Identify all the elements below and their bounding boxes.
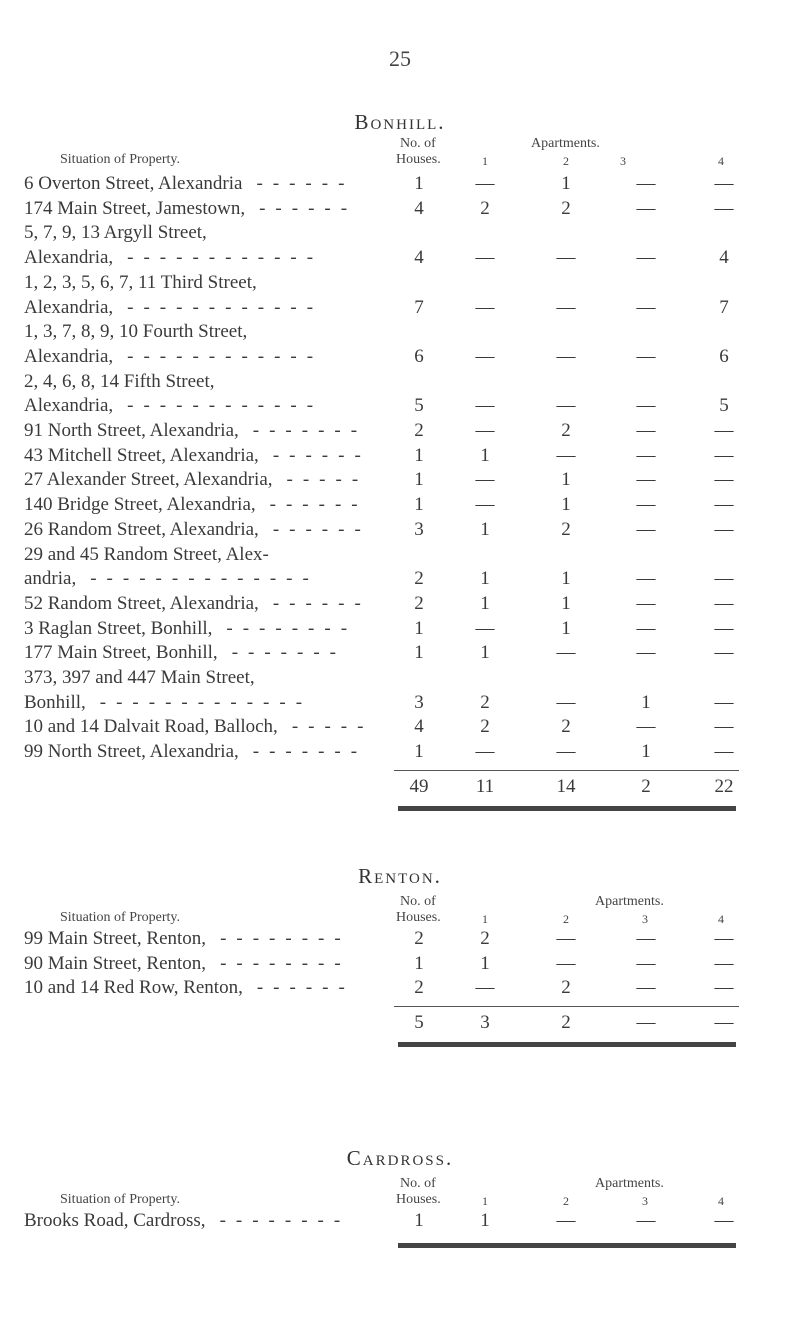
- apartment-1-cell: 2: [480, 716, 490, 738]
- table-row: [0, 568, 800, 592]
- apartment-1-cell: 2: [480, 928, 490, 949]
- leader-dots: -----: [286, 469, 369, 491]
- houses-cell: 2: [414, 568, 424, 590]
- apartment-2-cell: 1: [561, 592, 571, 614]
- houses-cell: 3: [414, 518, 424, 540]
- leader-dots: -------: [252, 420, 368, 441]
- apartment-1-cell: —: [475, 469, 495, 491]
- apartment-2-cell: —: [556, 741, 576, 763]
- header-apartment-2: 2: [563, 1194, 569, 1208]
- apartment-4-cell: —: [714, 444, 734, 466]
- section-title: Renton.: [358, 864, 442, 888]
- apartment-2-cell: 1: [561, 494, 571, 516]
- apartment-1-cell: 1: [480, 592, 490, 614]
- location-text: 6 Overton Street, Alexandria: [24, 173, 243, 194]
- houses-cell: 5: [414, 395, 424, 417]
- apartment-4-cell: —: [714, 568, 734, 590]
- location-text: 5, 7, 9, 13 Argyll Street,: [24, 222, 207, 244]
- apartment-1-cell: 1: [480, 642, 490, 664]
- apartment-4-cell: —: [714, 592, 734, 614]
- table-row: [0, 445, 800, 469]
- table-row: [0, 469, 800, 493]
- leader-dots: ------: [272, 518, 371, 540]
- apartment-1-cell: —: [475, 247, 495, 269]
- header-apartment-2: 2: [563, 912, 569, 926]
- table-row: [0, 928, 800, 952]
- apartment-4-cell: 5: [719, 395, 729, 417]
- table-row: [0, 494, 800, 518]
- total-apartment-4-cell: 22: [714, 775, 734, 797]
- table-row-continuation: [0, 321, 800, 345]
- table-row: [0, 692, 800, 716]
- apartment-4-cell: 4: [719, 247, 729, 269]
- location-text: 373, 397 and 447 Main Street,: [24, 667, 255, 688]
- apartment-1-cell: —: [475, 617, 495, 639]
- table-row: [0, 297, 800, 321]
- table-row: [0, 593, 800, 617]
- apartment-1-cell: —: [475, 494, 495, 516]
- apartment-1-cell: 1: [480, 568, 490, 590]
- table-row-continuation: [0, 544, 800, 568]
- header-houses-line1: No. of: [400, 136, 436, 151]
- total-apartment-3-cell: 2: [641, 775, 651, 797]
- apartment-3-cell: —: [636, 469, 656, 491]
- apartment-4-cell: —: [714, 197, 734, 219]
- apartment-1-cell: —: [475, 173, 495, 194]
- leader-dots: -----: [291, 716, 374, 738]
- leader-dots: --------------: [90, 568, 319, 590]
- location-text: Brooks Road, Cardross,: [24, 1210, 206, 1231]
- location-text: 10 and 14 Dalvait Road, Balloch,: [24, 716, 278, 738]
- table-row: [0, 977, 800, 1001]
- apartment-2-cell: —: [556, 928, 576, 949]
- page-number: 25: [389, 46, 411, 71]
- total-houses-cell: 49: [409, 775, 429, 797]
- apartment-4-cell: —: [714, 469, 734, 491]
- houses-cell: 1: [414, 1210, 424, 1231]
- table-row-continuation: [0, 222, 800, 246]
- location-text: 177 Main Street, Bonhill,: [24, 642, 218, 664]
- apartment-3-cell: —: [636, 345, 656, 367]
- leader-dots: ------: [272, 592, 371, 614]
- table-row: [0, 519, 800, 543]
- apartment-1-cell: —: [475, 977, 495, 999]
- apartment-2-cell: 1: [561, 568, 571, 590]
- table-row: [0, 346, 800, 370]
- location-text: Alexandria,: [24, 345, 114, 367]
- apartment-4-cell: —: [714, 1210, 734, 1231]
- location-text: Alexandria,: [24, 395, 114, 417]
- houses-cell: 2: [414, 928, 424, 949]
- houses-cell: 3: [414, 691, 424, 713]
- total-apartment-2-cell: 14: [556, 775, 576, 797]
- total-apartment-3-cell: —: [636, 1012, 656, 1034]
- location-text: Alexandria,: [24, 296, 114, 318]
- apartment-2-cell: 2: [561, 420, 571, 441]
- apartment-3-cell: —: [636, 716, 656, 738]
- table-row: [0, 741, 800, 765]
- location-text: 174 Main Street, Jamestown,: [24, 197, 246, 219]
- apartment-4-cell: —: [714, 691, 734, 713]
- leader-dots: -------------: [99, 691, 313, 713]
- houses-cell: 1: [414, 952, 424, 974]
- apartment-3-cell: —: [636, 592, 656, 614]
- header-houses-line2: Houses.: [396, 152, 441, 167]
- header-situation: Situation of Property.: [60, 152, 181, 167]
- leader-dots: ------: [256, 977, 355, 999]
- apartment-3-cell: —: [636, 173, 656, 194]
- apartment-3-cell: 1: [641, 741, 651, 763]
- apartment-3-cell: —: [636, 977, 656, 999]
- location-text: 90 Main Street, Renton,: [24, 952, 207, 974]
- apartment-3-cell: —: [636, 928, 656, 949]
- location-text: 99 North Street, Alexandria,: [24, 741, 239, 763]
- apartment-2-cell: —: [556, 691, 576, 713]
- location-text: 10 and 14 Red Row, Renton,: [24, 977, 243, 999]
- apartment-1-cell: —: [475, 395, 495, 417]
- apartment-3-cell: —: [636, 617, 656, 639]
- apartment-3-cell: —: [636, 1210, 656, 1231]
- apartment-3-cell: —: [636, 444, 656, 466]
- header-houses-line1: No. of: [400, 1176, 436, 1191]
- leader-dots: ------------: [127, 296, 324, 318]
- leader-dots: ------------: [127, 247, 324, 269]
- apartment-2-cell: 1: [561, 173, 571, 194]
- location-text: 26 Random Street, Alexandria,: [24, 518, 259, 540]
- apartment-1-cell: —: [475, 741, 495, 763]
- table-row: [0, 642, 800, 666]
- location-text: 1, 2, 3, 5, 6, 7, 11 Third Street,: [24, 271, 257, 293]
- table-row: [0, 716, 800, 740]
- location-text: 29 and 45 Random Street, Alex-: [24, 543, 269, 565]
- apartment-2-cell: —: [556, 247, 576, 269]
- leader-dots: --------: [226, 617, 358, 639]
- houses-cell: 1: [414, 444, 424, 466]
- apartment-3-cell: —: [636, 395, 656, 417]
- leader-dots: ------: [272, 444, 371, 466]
- section-title: Bonhill.: [354, 110, 446, 134]
- apartment-4-cell: —: [714, 716, 734, 738]
- leader-dots: -------: [231, 642, 346, 664]
- location-text: 43 Mitchell Street, Alexandria,: [24, 444, 259, 466]
- total-rule: [394, 1006, 739, 1007]
- location-text: 52 Random Street, Alexandria,: [24, 592, 259, 614]
- header-apartment-4: 4: [718, 154, 724, 168]
- apartment-3-cell: —: [636, 952, 656, 974]
- apartment-2-cell: 2: [561, 716, 571, 738]
- apartment-4-cell: —: [714, 642, 734, 664]
- houses-cell: 1: [414, 741, 424, 763]
- houses-cell: 1: [414, 617, 424, 639]
- apartment-1-cell: —: [475, 420, 495, 441]
- apartment-4-cell: —: [714, 617, 734, 639]
- header-situation: Situation of Property.: [60, 1192, 181, 1207]
- table-row-continuation: [0, 667, 800, 691]
- apartment-1-cell: 1: [480, 1210, 490, 1231]
- apartment-1-cell: 1: [480, 444, 490, 466]
- apartment-4-cell: —: [714, 494, 734, 516]
- header-houses-line1: No. of: [400, 894, 436, 909]
- location-text: 91 North Street, Alexandria,: [24, 420, 239, 441]
- leader-dots: ------: [256, 173, 355, 194]
- apartment-2-cell: 1: [561, 469, 571, 491]
- apartment-1-cell: 1: [480, 952, 490, 974]
- location-text: 99 Main Street, Renton,: [24, 928, 207, 949]
- apartment-4-cell: —: [714, 173, 734, 194]
- apartment-2-cell: —: [556, 395, 576, 417]
- location-text: 140 Bridge Street, Alexandria,: [24, 494, 256, 516]
- total-apartment-1-cell: 11: [475, 775, 495, 797]
- leader-dots: -------: [252, 741, 368, 763]
- apartment-4-cell: 7: [719, 296, 729, 318]
- location-text: Bonhill,: [24, 691, 86, 713]
- apartment-2-cell: —: [556, 345, 576, 367]
- apartment-4-cell: —: [714, 741, 734, 763]
- table-row: [0, 618, 800, 642]
- houses-cell: 7: [414, 296, 424, 318]
- houses-cell: 1: [414, 642, 424, 664]
- header-apartment-4: 4: [718, 1194, 724, 1208]
- houses-cell: 4: [414, 247, 424, 269]
- location-text: 27 Alexander Street, Alexandria,: [24, 469, 273, 491]
- apartment-1-cell: 2: [480, 197, 490, 219]
- section-end-rule: [398, 1042, 736, 1047]
- leader-dots: --------: [220, 952, 351, 974]
- header-situation: Situation of Property.: [60, 910, 181, 925]
- header-houses-line2: Houses.: [396, 1192, 441, 1207]
- apartment-2-cell: 2: [561, 197, 571, 219]
- table-row: [0, 173, 800, 197]
- apartment-2-cell: —: [556, 296, 576, 318]
- apartment-1-cell: 1: [480, 518, 490, 540]
- apartment-4-cell: —: [714, 518, 734, 540]
- apartment-3-cell: —: [636, 518, 656, 540]
- apartment-2-cell: —: [556, 642, 576, 664]
- leader-dots: ------: [269, 494, 368, 516]
- section-title: Cardross.: [346, 1146, 454, 1170]
- apartment-3-cell: —: [636, 420, 656, 441]
- houses-cell: 2: [414, 592, 424, 614]
- apartment-3-cell: 1: [641, 691, 651, 713]
- table-row-continuation: [0, 371, 800, 395]
- totals-row: [0, 1012, 800, 1036]
- header-apartment-4: 4: [718, 912, 724, 926]
- header-apartments: Apartments.: [531, 136, 600, 151]
- table-row: [0, 395, 800, 419]
- header-apartments: Apartments.: [595, 894, 664, 909]
- header-apartment-2: 2: [563, 154, 569, 168]
- apartment-4-cell: —: [714, 977, 734, 999]
- leader-dots: ------: [259, 197, 358, 219]
- header-apartment-1: 1: [482, 912, 488, 926]
- section-end-rule: [398, 806, 736, 811]
- apartment-3-cell: —: [636, 494, 656, 516]
- total-houses-cell: 5: [414, 1012, 424, 1034]
- table-row: [0, 420, 800, 444]
- location-text: 3 Raglan Street, Bonhill,: [24, 617, 213, 639]
- apartment-2-cell: —: [556, 952, 576, 974]
- location-text: 1, 3, 7, 8, 9, 10 Fourth Street,: [24, 321, 248, 343]
- apartment-4-cell: —: [714, 420, 734, 441]
- apartment-1-cell: —: [475, 345, 495, 367]
- houses-cell: 1: [414, 173, 424, 194]
- houses-cell: 2: [414, 977, 424, 999]
- leader-dots: ------------: [127, 395, 324, 417]
- apartment-2-cell: 2: [561, 518, 571, 540]
- apartment-3-cell: —: [636, 642, 656, 664]
- houses-cell: 1: [414, 469, 424, 491]
- leader-dots: --------: [220, 928, 351, 949]
- table-row: [0, 247, 800, 271]
- totals-row: [0, 776, 800, 800]
- apartment-3-cell: —: [636, 197, 656, 219]
- section-end-rule: [398, 1243, 736, 1248]
- header-apartment-1: 1: [482, 1194, 488, 1208]
- houses-cell: 2: [414, 420, 424, 441]
- apartment-3-cell: —: [636, 296, 656, 318]
- total-apartment-2-cell: 2: [561, 1012, 571, 1034]
- table-row: [0, 198, 800, 222]
- total-rule: [394, 770, 739, 771]
- apartment-4-cell: —: [714, 952, 734, 974]
- header-apartments: Apartments.: [595, 1176, 664, 1191]
- houses-cell: 1: [414, 494, 424, 516]
- apartment-2-cell: —: [556, 444, 576, 466]
- leader-dots: --------: [219, 1210, 351, 1231]
- apartment-2-cell: 2: [561, 977, 571, 999]
- location-text: Alexandria,: [24, 247, 114, 269]
- location-text: 2, 4, 6, 8, 14 Fifth Street,: [24, 370, 215, 392]
- apartment-1-cell: —: [475, 296, 495, 318]
- apartment-3-cell: —: [636, 568, 656, 590]
- table-row: [0, 953, 800, 977]
- table-row: [0, 1210, 800, 1234]
- apartment-1-cell: 2: [480, 691, 490, 713]
- apartment-2-cell: —: [556, 1210, 576, 1231]
- houses-cell: 4: [414, 197, 424, 219]
- apartment-2-cell: 1: [561, 617, 571, 639]
- apartment-3-cell: —: [636, 247, 656, 269]
- houses-cell: 6: [414, 345, 424, 367]
- header-apartment-3: 3: [620, 154, 626, 168]
- total-apartment-1-cell: 3: [480, 1012, 490, 1034]
- header-apartment-1: 1: [482, 154, 488, 168]
- header-apartment-3: 3: [642, 1194, 648, 1208]
- table-row-continuation: [0, 272, 800, 296]
- apartment-4-cell: 6: [719, 345, 729, 367]
- total-apartment-4-cell: —: [714, 1012, 734, 1034]
- header-apartment-3: 3: [642, 912, 648, 926]
- houses-cell: 4: [414, 716, 424, 738]
- location-text: andria,: [24, 568, 77, 590]
- header-houses-line2: Houses.: [396, 910, 441, 925]
- apartment-4-cell: —: [714, 928, 734, 949]
- leader-dots: ------------: [127, 345, 324, 367]
